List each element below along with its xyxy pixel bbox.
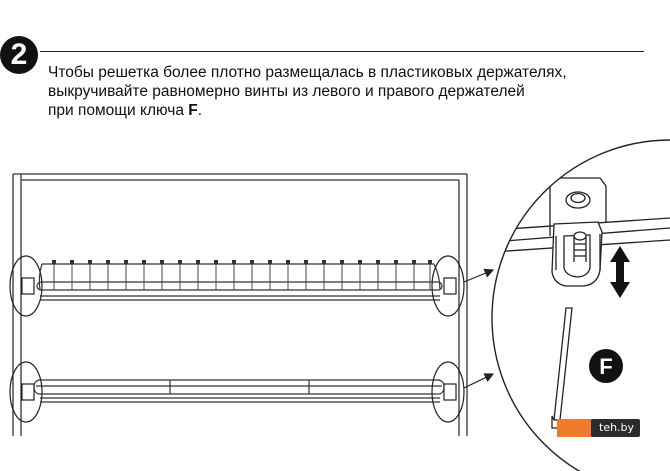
watermark-text: teh.by — [591, 419, 640, 437]
watermark-accent-bar — [557, 419, 595, 437]
drip-tray — [34, 380, 444, 402]
dish-rack — [37, 260, 442, 300]
instruction-line-1: Чтобы решетка более плотно размещалась в пластиковых держателях, — [48, 64, 567, 81]
watermark — [557, 417, 670, 439]
cabinet-frame — [13, 174, 467, 436]
leader-arrows — [464, 270, 493, 388]
tool-label: F — [599, 354, 613, 379]
instruction-line-2: выкручивайте равномерно винты из левого и правого держателей — [48, 83, 525, 100]
instruction-line-3-suffix: . — [197, 102, 203, 119]
key-name: F — [188, 102, 198, 119]
step-number-badge: 2 — [0, 36, 38, 74]
instruction-line-3-prefix: при помощи ключа — [48, 102, 189, 119]
